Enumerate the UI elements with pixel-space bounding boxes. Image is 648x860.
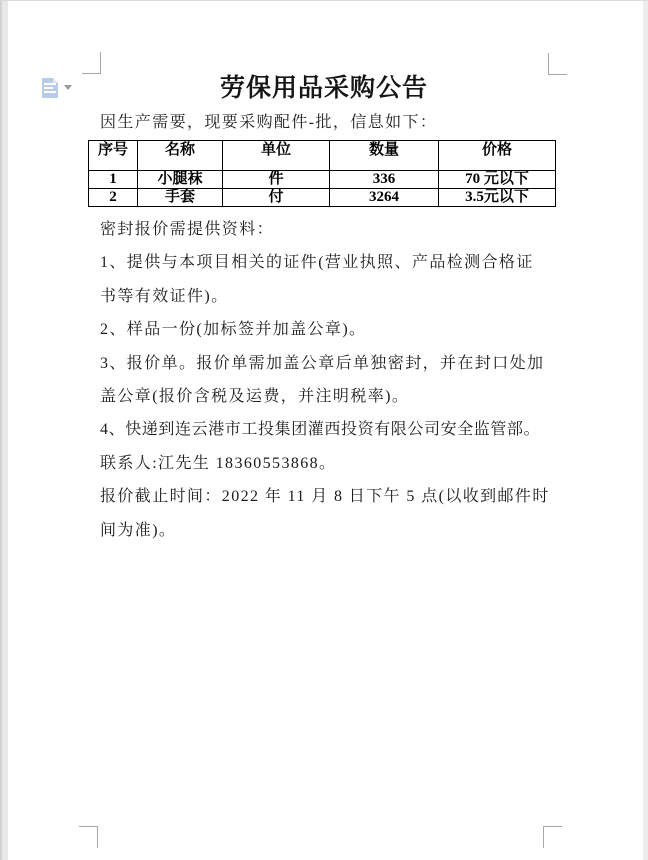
body-line: 密封报价需提供资料： (100, 221, 275, 238)
table-header-cell: 数量 (330, 141, 439, 171)
window-gutter-right (643, 0, 648, 860)
table-header-cell: 单位 (223, 141, 330, 171)
window-gutter-top (0, 0, 648, 1)
table-cell: 小腿袜 (138, 171, 223, 189)
table-cell: 3.5元以下 (439, 189, 556, 207)
body-text (100, 213, 556, 547)
margin-corner-mark-bottom-right (543, 826, 562, 848)
table-cell: 件 (223, 171, 330, 189)
page-title: 劳保用品采购公告 (219, 75, 428, 102)
margin-corner-mark-top-left (82, 52, 101, 74)
body-line: 3、报价单。报价单需加盖公章后单独密封，并在封口处加 (100, 354, 545, 372)
margin-corner-mark-bottom-left (79, 826, 98, 848)
body-line: 4、快递到连云港市工投集团灌西投资有限公司安全监管部。 (100, 421, 541, 439)
body-line: 书等有效证件)。 (100, 287, 229, 305)
table-cell: 3264 (330, 189, 439, 207)
table-cell: 1 (89, 171, 138, 189)
body-line: 盖公章(报价含税及运费，并注明税率)。 (100, 387, 410, 405)
table-cell: 付 (223, 189, 330, 207)
table-cell: 336 (330, 171, 439, 189)
body-line: 联系人:江先生 18360553868。 (100, 454, 337, 472)
table-header-row (89, 141, 556, 171)
body-line: 2、样品一份(加标签并加盖公章)。 (100, 321, 367, 339)
body-line: 报价截止时间：2022 年 11 月 8 日下午 5 点(以收到邮件时 (100, 488, 550, 506)
table-header-cell: 序号 (89, 141, 138, 171)
table-cell: 手套 (138, 189, 223, 207)
items-table[interactable] (88, 140, 556, 207)
table-header-cell: 价格 (439, 141, 556, 171)
body-line: 间为准)。 (100, 521, 177, 539)
table-row (89, 171, 556, 189)
table-row (89, 189, 556, 207)
table-cell: 2 (89, 189, 138, 207)
body-line: 1、提供与本项目相关的证件(营业执照、产品检测合格证 (100, 254, 534, 272)
window-gutter-left (0, 0, 8, 860)
margin-corner-mark-top-right (548, 53, 567, 75)
table-header-cell: 名称 (138, 141, 223, 171)
intro-line: 因生产需要，现要采购配件-批，信息如下： (100, 114, 438, 131)
table-cell: 70 元以下 (439, 171, 556, 189)
